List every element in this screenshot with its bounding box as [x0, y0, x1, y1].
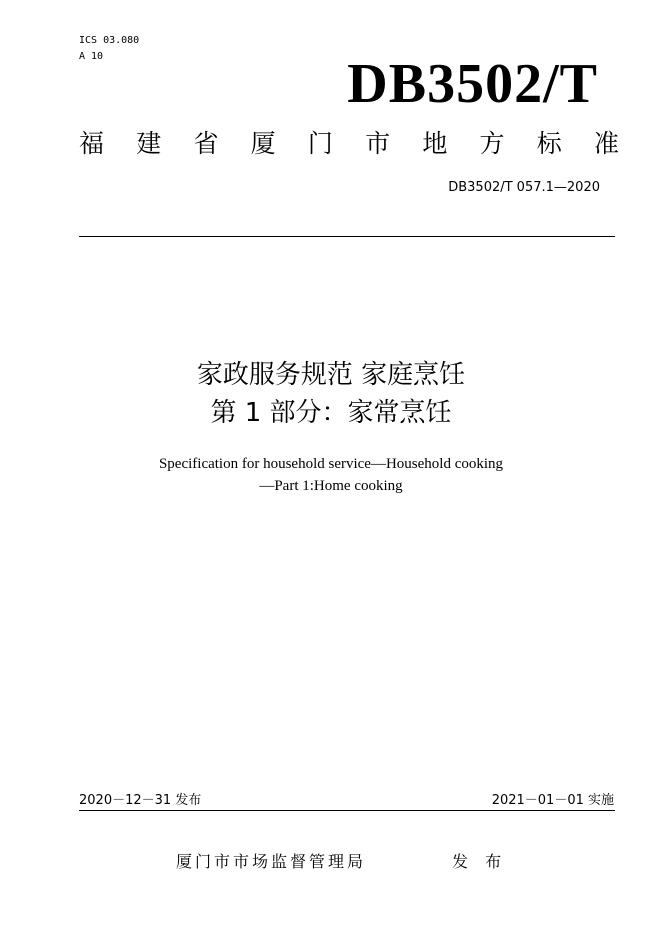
standard-type-char: 标 — [536, 129, 562, 158]
standard-type-title — [79, 128, 619, 160]
standard-type-char: 市 — [365, 129, 391, 158]
english-title-line-1: Specification for household service—Household cooking — [158, 456, 504, 472]
standard-type-char: 福 — [79, 129, 105, 158]
standard-type-char: 门 — [307, 129, 333, 158]
issuing-authority: 厦门市市场监督管理局 — [176, 852, 367, 871]
issue-label: 发 布 — [452, 852, 508, 871]
standard-type-char: 准 — [593, 129, 619, 158]
standard-type-char: 地 — [422, 129, 448, 158]
chinese-title-line-1: 家政服务规范 家庭烹饪 — [196, 360, 466, 390]
standard-code: DB3502/T — [347, 53, 598, 115]
document-number: DB3502/T 057.1—2020 — [448, 180, 600, 195]
ics-code: ICS 03.080 — [79, 35, 140, 46]
english-title-line-2: —Part 1:Home cooking — [259, 478, 403, 494]
header-divider — [79, 236, 615, 237]
implementation-date: 2021－01－01 实施 — [491, 793, 614, 808]
ccs-code: A 10 — [79, 51, 104, 62]
issue-date: 2020－12－31 发布 — [79, 793, 202, 808]
standard-type-char: 厦 — [250, 129, 276, 158]
footer-divider — [79, 810, 615, 811]
standard-type-char: 省 — [193, 129, 219, 158]
standard-type-char: 方 — [479, 129, 505, 158]
chinese-title-line-2: 第 1 部分：家常烹饪 — [210, 398, 452, 428]
standard-type-char: 建 — [136, 129, 162, 158]
